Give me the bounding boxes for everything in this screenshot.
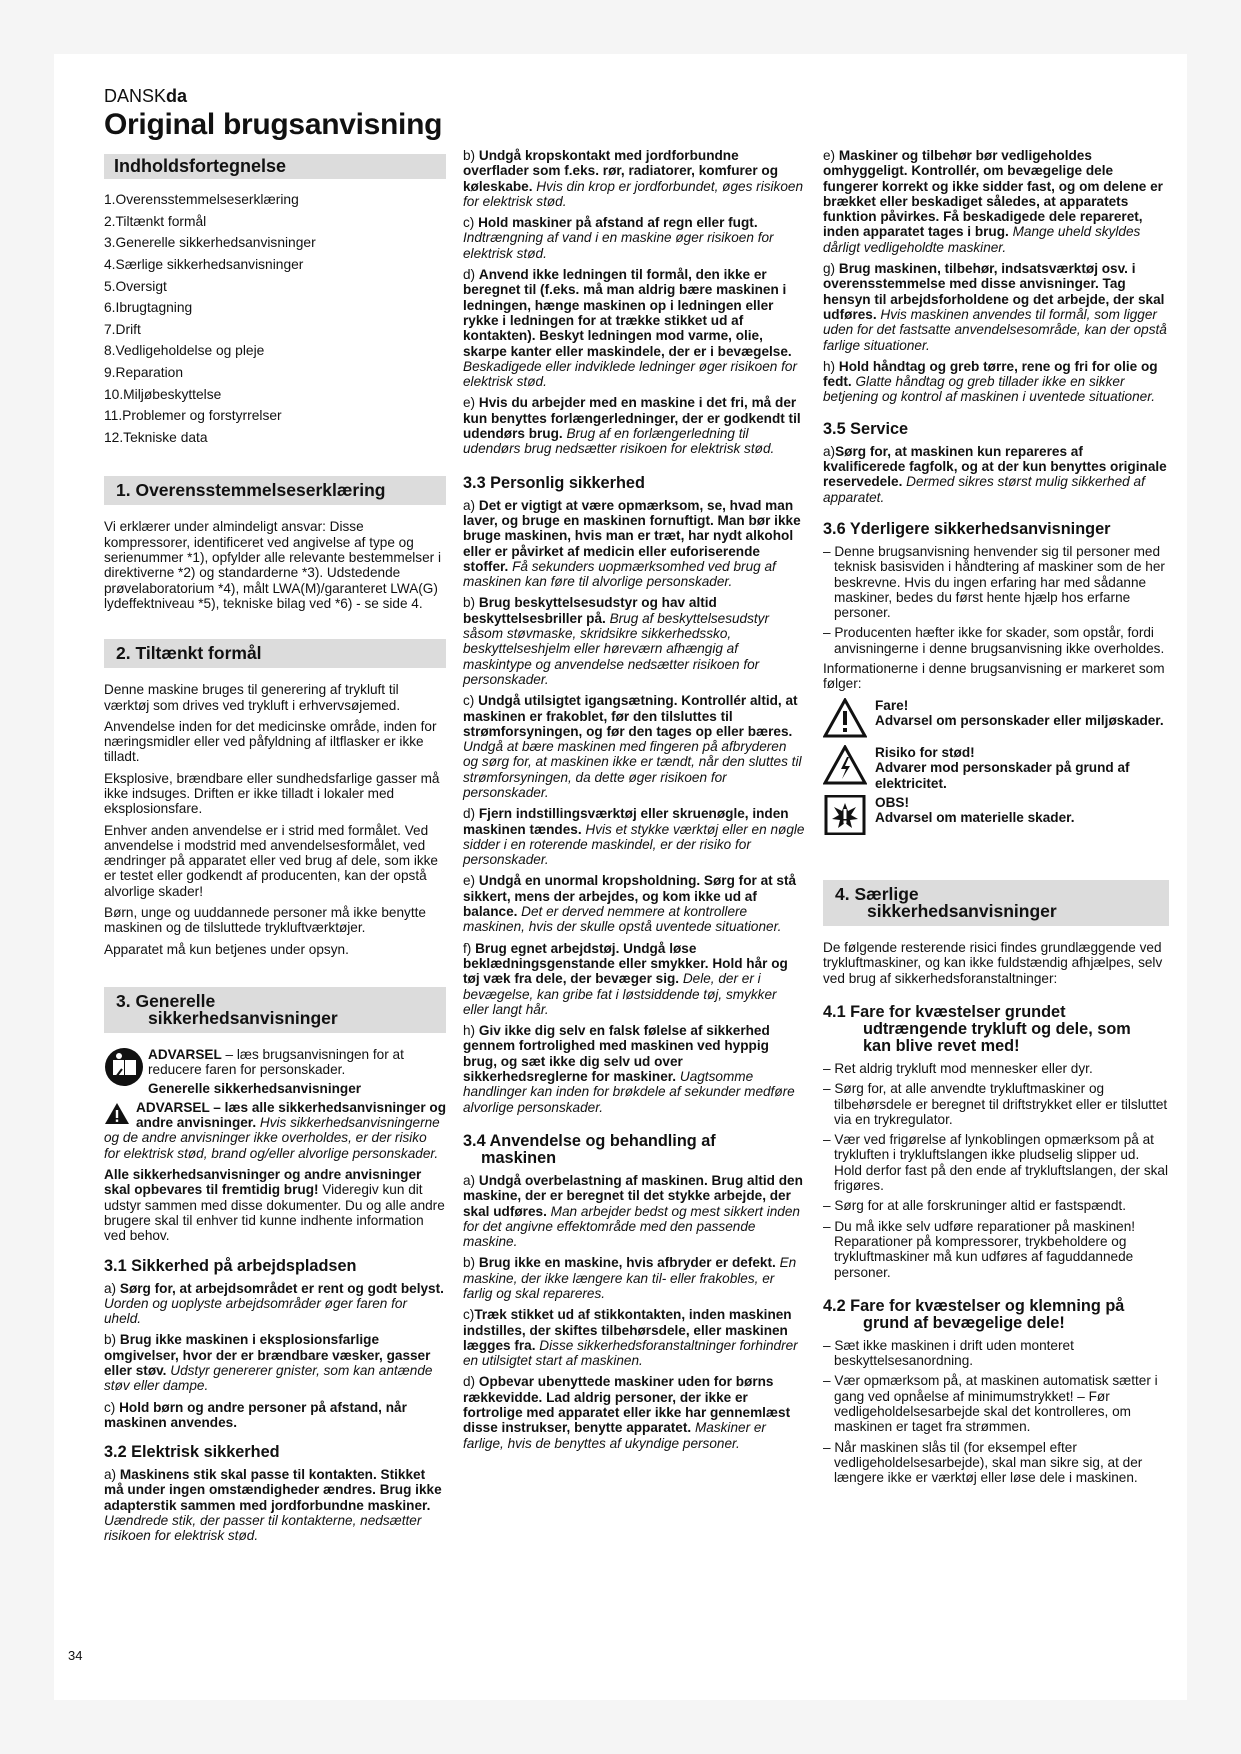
section-3-2-item: c) Hold maskiner på afstand af regn eller fugt. Indtrængning af vand i en maskine øger risikoen for elektrisk stød.	[463, 215, 774, 261]
section-3-2-item: e) Hvis du arbejder med en maskine i det fri, må der kun benyttes forlængerledninger, der er godkendt til udendørs brug. Brug af en forlængerledning til udendørs brug nedsætter risikoen for elektrisk stød.	[463, 395, 801, 457]
section-3-4-item: c)Træk stikket ud af stikkontakten, inden maskinen indstilles, der skiftes tilbehørsdele, eller maskinen lægges fra. Disse sikkerhedsforanstaltninger forhindrer en utilsigtet start af maskinen.	[463, 1307, 798, 1369]
section-3-1-heading: 3.1 Sikkerhed på arbejdspladsen	[104, 1256, 357, 1275]
section-3-3-item: d) Fjern indstillingsværktøj eller skruenøgle, inden maskinen tændes. Hvis et stykke værktøj eller en nøgle sidder i en roterende maskindel, er der risiko for personskader.	[463, 806, 805, 868]
page-number: 34	[68, 1648, 83, 1663]
section-3-2-item: a) Maskinens stik skal passe til kontakten. Stikket må under ingen omstændigheder ændres. Brug ikke adapterstik sammen med jordforbundne maskiner. Uændrede stik, der passer til kontakterne, nedsætter risikoen for elektrisk stød.	[104, 1467, 442, 1544]
section-2-paragraph: Apparatet må kun betjenes under opsyn.	[104, 941, 349, 957]
toc-item[interactable]: 10.Miljøbeskyttelse	[104, 386, 222, 402]
list-item: – Sørg for, at alle anvendte trykluftmaskiner og tilbehørsdele er beregnet til driftstrykket eller er tilsluttet via en trykregulator.	[823, 1081, 1168, 1127]
column-2	[463, 148, 805, 1457]
section-4-intro: De følgende resterende risici findes grundlæggende ved trykluftmaskiner, og kan ikke fuldstændig afhjælpes, selv ved brug af sikkerhedsforanstaltninger:	[823, 940, 1163, 986]
section-4-1-heading: 4.1 Fare for kvæstelser grundet udtrængende trykluft og dele, som kan blive revet med!	[823, 1002, 1131, 1055]
section-1-heading: 1. Overensstemmelseserklæring	[104, 476, 446, 505]
section-3-3-item: b) Brug beskyttelsesudstyr og hav altid beskyttelsesbriller på. Brug af beskyttelsesudstyr såsom støvmaske, skridsikre sikkerhedssko, beskyttelseshjelm eller høreværn afhængig af maskintype og anvendelse nedsætter risikoen for personskader.	[463, 595, 770, 687]
section-2-paragraph: Anvendelse inden for det medicinske område, inden for næringsmidler eller ved påfyldning af iltflasker er ikke tilladt.	[104, 718, 437, 765]
toc-item[interactable]: 6.Ibrugtagning	[104, 300, 193, 316]
marking-intro: Informationerne i denne brugsanvisning er markeret som følger:	[823, 661, 1165, 692]
warning-read-manual: ADVARSEL – læs brugsanvisningen for at reducere faren for personskader. Generelle sikkerhedsanvisninger	[104, 1047, 446, 1096]
toc-item[interactable]: 9.Reparation	[104, 365, 184, 381]
section-4-heading: 4. Særlige sikkerhedsanvisninger	[823, 880, 1169, 926]
section-3-1-item: b) Brug ikke maskinen i eksplosionsfarlige omgivelser, hvor der er brændbare væsker, gasser eller støv. Udstyr genererer gnister, som kan antænde støv eller dampe.	[104, 1332, 433, 1394]
toc-item[interactable]: 8.Vedligeholdelse og pleje	[104, 343, 265, 359]
section-3-1-item: a) Sørg for, at arbejdsområdet er rent og godt belyst. Uorden og uoplyste arbejdsområder øger faren for uheld.	[104, 1280, 444, 1327]
warning-all-instructions: ADVARSEL – læs alle sikkerhedsanvisninger og andre anvisninger. Hvis sikkerhedsanvisningerne og de andre anvisninger ikke overholdes, er der risiko for elektrisk stød, brand og/eller alvorlige personskader.	[104, 1099, 447, 1161]
toc-item[interactable]: 4.Særlige sikkerhedsanvisninger	[104, 257, 304, 273]
section-2-paragraph: Denne maskine bruges til generering af trykluft til værktøj som drives ved trykluft i erhvervsøjemed.	[104, 682, 401, 713]
section-3-2-heading: 3.2 Elektrisk sikkerhed	[104, 1443, 280, 1462]
section-3-3-item: f) Brug egnet arbejdstøj. Undgå løse beklædningsgenstande eller smykker. Hold hår og tøj væk fra dele, der bevæger sig. Dele, der er i bevægelse, kan gribe fat i løstsiddende tøj, smykker eller langt hår.	[463, 940, 788, 1017]
section-2-paragraph: Enhver anden anvendelse er i strid med formålet. Ved anvendelse i modstrid med anvendelsesformålet, ved ændringer på apparatet eller ved brug af dele, som ikke er testet eller godkendt af producenten, kan der opstå alvorlige skader!	[104, 822, 438, 899]
column-1	[104, 154, 446, 1550]
section-3-4-item: g) Brug maskinen, tilbehør, indsatsværktøj osv. i overensstemmelse med disse anvisninger. Tag hensyn til arbejdsforholdene og det arbejde, der skal udføres. Hvis maskinen anvendes til formål, som ligger uden for det fastsatte anvendelsesområde, kan der opstå farlige situationer.	[823, 261, 1167, 353]
section-3-1-item: c) Hold børn og andre personer på afstand, når maskinen anvendes.	[104, 1399, 407, 1430]
list-item: – Producenten hæfter ikke for skader, som opstår, fordi anvisningerne i denne brugsanvisning ikke overholdes.	[823, 625, 1165, 656]
language-label: DANSKda	[104, 86, 188, 106]
section-3-4-item: d) Opbevar ubenyttede maskiner uden for børns rækkevidde. Lad aldrig personer, der ikke er fortrolige med apparatet eller ikke har gennemlæst disse instrukser, benytte apparatet. Maskiner er farlige, hvis de benyttes af ukyndige personer.	[463, 1374, 791, 1451]
toc-item[interactable]: 5.Oversigt	[104, 278, 167, 294]
warning-triangle-icon	[823, 698, 875, 741]
toc-item[interactable]: 11.Problemer og forstyrrelser	[104, 408, 282, 424]
list-item: – Du må ikke selv udføre reparationer på maskinen! Reparationer på kompressorer, trykbeholdere og trykluftmaskiner må kun udføres af faguddannede personer.	[823, 1218, 1136, 1280]
warning-triangle-icon	[104, 1102, 130, 1128]
section-3-3-item: a) Det er vigtigt at være opmærksom, se, hvad man laver, og bruge en maskinen fornuftigt. Man bør ikke bruge maskinen, hvis man er træt, har nydt alkohol eller er påvirket af medicin eller euforiserende stoffer. Få sekunders uopmærksomhed ved brug af maskinen kan føre til alvorlige personskader.	[463, 497, 801, 590]
list-item: – Vær opmærksom på, at maskinen automatisk sætter i gang ved opnåelse af minimumstrykket! – Før vedligeholdelsesarbejde skal det kontrolleres, om maskinen er taget fra strømmen.	[823, 1373, 1158, 1435]
toc-heading: Indholdsfortegnelse	[104, 154, 446, 179]
section-3-5-heading: 3.5 Service	[823, 419, 909, 438]
section-3-heading: 3. Generelle sikkerhedsanvisninger	[104, 987, 446, 1033]
list-item: – Vær ved frigørelse af lynkoblingen opmærksom på at trykluften i trykluftslangen ikke pludselig slipper ud. Hold derfor fast på den ende af trykluftslangen, der skal frigøres.	[823, 1132, 1168, 1194]
column-3	[823, 148, 1169, 1491]
section-3-4-item: b) Brug ikke en maskine, hvis afbryder er defekt. En maskine, der ikke længere kan til- eller frakobles, er farlig og skal repareres.	[463, 1255, 797, 1301]
toc-item[interactable]: 3.Generelle sikkerhedsanvisninger	[104, 235, 316, 251]
section-3-4-heading: 3.4 Anvendelse og behandling af maskinen	[463, 1131, 716, 1167]
symbol-electric: Risiko for stød! Advarer mod personskader på grund af elektricitet.	[823, 745, 1169, 791]
electric-hazard-icon	[823, 745, 875, 788]
material-damage-icon	[823, 795, 875, 838]
list-item: – Når maskinen slås til (for eksempel efter vedligeholdelsesarbejde), skal man sikre sig, at der længere ikke er værktøj eller løse dele i maskinen.	[823, 1439, 1143, 1486]
section-4-2-heading: 4.2 Fare for kvæstelser og klemning på grund af bevægelige dele!	[823, 1296, 1125, 1332]
section-2-paragraph: Eksplosive, brændbare eller sundhedsfarlige gasser må ikke indsuges. Driften er ikke tilladt i lokaler med eksplosionsfare.	[104, 770, 440, 817]
toc-item[interactable]: 2.Tiltænkt formål	[104, 213, 207, 229]
symbol-material: OBS! Advarsel om materielle skader.	[823, 795, 1169, 838]
read-manual-icon	[104, 1047, 148, 1090]
symbol-danger: Fare! Advarsel om personskader eller miljøskader.	[823, 698, 1169, 741]
section-3-4-item: a) Undgå overbelastning af maskinen. Brug altid den maskine, der er beregnet til det stykke arbejde, der skal udføres. Man arbejder bedst og mest sikkert inden for det angivne effektområde med den passende maskine.	[463, 1172, 803, 1250]
section-1-text: Vi erklærer under almindeligt ansvar: Disse kompressorer, identificeret ved angivelse af type og serienummer *1), opfylder alle relevante bestemmelser i direktiverne *2) og standarderne *3). Udstedende prøvelaboratorium *4), målt LWA(M)/garanteret LWA(G) lydeffektniveau *5), tekniske bilag ved *6) - se side 4.	[104, 519, 441, 611]
section-3-4-item: e) Maskiner og tilbehør bør vedligeholdes omhyggeligt. Kontrollér, om bevægelige dele fungerer korrekt og ikke sidder fast, og om delene er brækket eller beskadiget således, at apparatets funktion påvirkes. Få beskadigede dele repareret, inden apparatet tages i brug. Mange uheld skyldes dårligt vedligeholdte maskiner.	[823, 148, 1163, 255]
section-3-2-item: d) Anvend ikke ledningen til formål, den ikke er beregnet til (f.eks. må man aldrig bære maskinen i ledningen, hænge maskinen op i ledningen eller rykke i ledningen for at trække stikket ud af kontakten). Beskyt ledningen mod varme, olie, skarpe kanter eller maskindele, der er i bevægelse. Beskadigede eller indviklede ledninger øger risikoen for elektrisk stød.	[463, 267, 797, 390]
toc-list	[104, 189, 446, 448]
toc-item[interactable]: 7.Drift	[104, 321, 141, 337]
section-3-3-item: e) Undgå en unormal kropsholdning. Sørg for at stå sikkert, mens der arbejdes, og kom ikke ud af balance. Det er derved nemmere at kontrollere maskinen, hvis der skulle opstå uventede situationer.	[463, 873, 797, 935]
list-item: – Ret aldrig trykluft mod mennesker eller dyr.	[823, 1060, 1093, 1076]
section-3-3-item: h) Giv ikke dig selv en falsk følelse af sikkerhed gennem fortrolighed med maskinen ved hyppig brug, og sæt ikke dig selv ud over sikkerhedsreglerne for maskiner. Uagtsomme handlinger kan inden for brøkdele af sekunder medføre alvorlige personskader.	[463, 1023, 795, 1115]
list-item: – Sørg for at alle forskruninger altid er fastspændt.	[823, 1198, 1126, 1214]
section-3-6-heading: 3.6 Yderligere sikkerhedsanvisninger	[823, 519, 1111, 538]
section-3-3-item: c) Undgå utilsigtet igangsætning. Kontrollér altid, at maskinen er frakoblet, før den tilsluttes til strømforsyningen, og før den tages op eller bæres. Undgå at bære maskinen med fingeren på afbryderen og sørg for, at maskinen ikke er tændt, når den sluttes til strømforsyningen, da dette øger risikoen for personskader.	[463, 693, 802, 800]
toc-item[interactable]: 12.Tekniske data	[104, 429, 208, 445]
section-3-4-item: h) Hold håndtag og greb tørre, rene og fri for olie og fedt. Glatte håndtag og greb tillader ikke en sikker betjening og kontrol af maskinen i uventede situationer.	[823, 358, 1158, 405]
section-3-5-item: a)Sørg for, at maskinen kun repareres af kvalificerede fagfolk, og at der kun benyttes originale reservedele. Dermed sikres størst mulig sikkerhed af apparatet.	[823, 443, 1167, 505]
page-title: Original brugsanvisning	[104, 108, 443, 141]
section-3-3-heading: 3.3 Personlig sikkerhed	[463, 473, 645, 492]
keep-instructions-note: Alle sikkerhedsanvisninger og andre anvisninger skal opbevares til fremtidig brug! Videregiv kun dit udstyr sammen med disse dokumenter. Du og alle andre brugere skal til enhver tid kunne indhente information ved behov.	[104, 1167, 445, 1244]
list-item: – Sæt ikke maskinen i drift uden monteret beskyttelsesanordning.	[823, 1337, 1074, 1369]
toc-item[interactable]: 1.Overensstemmelseserklæring	[104, 192, 299, 208]
list-item: – Denne brugsanvisning henvender sig til personer med teknisk basisviden i håndtering af maskiner som de her beskrevne. Hvis du ingen erfaring har med sådanne maskiner, bedes du først hente hjælp hos erfarne personer.	[823, 543, 1165, 621]
section-2-heading: 2. Tiltænkt formål	[104, 639, 446, 668]
section-2-paragraph: Børn, unge og uuddannede personer må ikke benytte maskinen og de tilsluttede trykluftværktøjer.	[104, 905, 426, 936]
section-3-2-item: b) Undgå kropskontakt med jordforbundne overflader som f.eks. rør, radiatorer, komfurer og køleskabe. Hvis din krop er jordforbundet, øges risikoen for elektrisk stød.	[463, 148, 804, 209]
